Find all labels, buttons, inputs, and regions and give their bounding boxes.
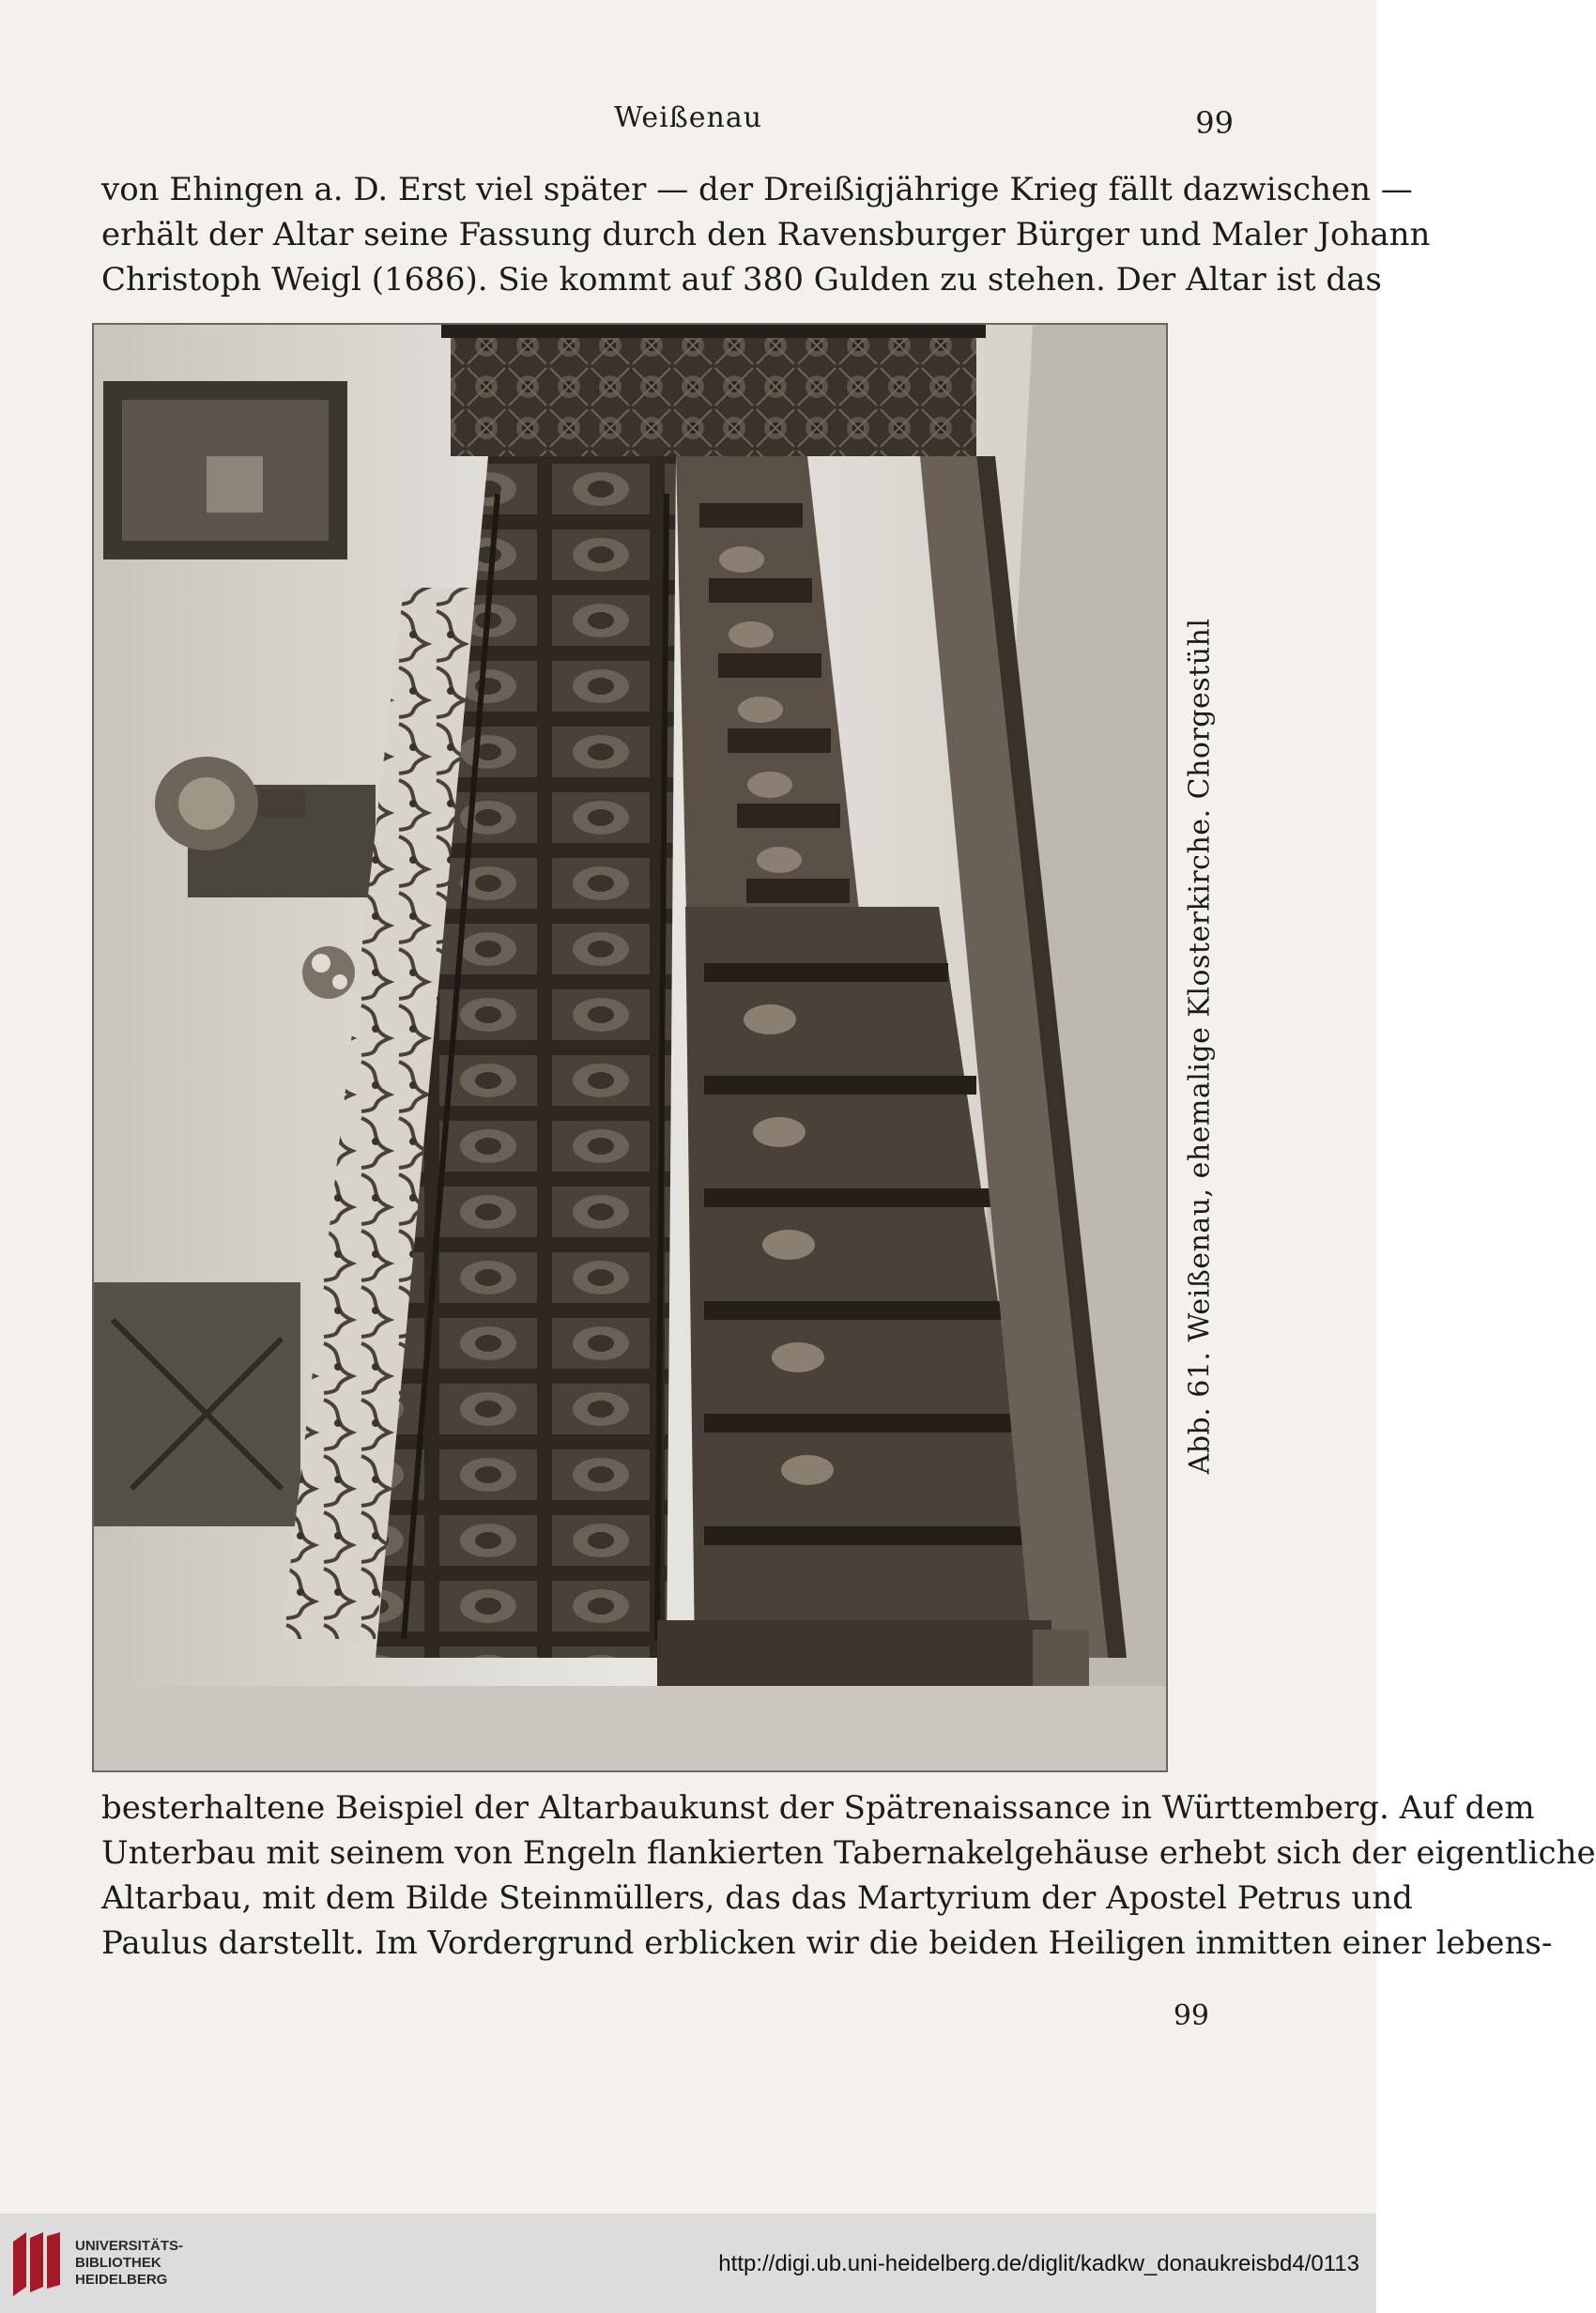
text-line: von Ehingen a. D. Erst viel später — der Dreißigjährige Krieg fällt dazwischen —: [101, 171, 1413, 208]
text-line: Unterbau mit seinem von Engeln flankierten Tabernakelgehäuse erhebt sich der eigentliche: [101, 1834, 1596, 1872]
digitization-footer: [0, 2213, 1376, 2313]
figure-photograph: [92, 323, 1168, 1772]
text-line: Paulus darstellt. Im Vordergrund erblicken wir die beiden Heiligen inmitten einer lebens-: [101, 1924, 1553, 1962]
text-line: Altarbau, mit dem Bilde Steinmüllers, das das Martyrium der Apostel Petrus und: [101, 1879, 1413, 1917]
page-number-top: 99: [1195, 105, 1234, 141]
running-head: Weißenau: [613, 101, 763, 134]
body-text-bottom: [101, 1785, 1596, 1966]
choir-stalls-photo: [94, 325, 1166, 1770]
page-number-bottom: 99: [1173, 1999, 1209, 2032]
source-url-link[interactable]: http://digi.ub.uni-heidelberg.de/diglit/kadkw_donaukreisbd4/0113: [718, 2251, 1359, 2276]
library-logo-icon: [13, 2232, 60, 2296]
library-name: UNIVERSITÄTS- BIBLIOTHEK HEIDELBERG: [75, 2238, 184, 2288]
body-text-top: [101, 167, 1431, 302]
figure-caption: Abb. 61. Weißenau, ehemalige Klosterkirche. Chorgestühl: [1183, 618, 1217, 1474]
text-line: erhält der Altar seine Fassung durch den Ravensburger Bürger und Maler Johann: [101, 216, 1431, 253]
text-line: besterhaltene Beispiel der Altarbaukunst der Spätrenaissance in Württemberg. Auf dem: [101, 1789, 1535, 1827]
text-line: Christoph Weigl (1686). Sie kommt auf 380 Gulden zu stehen. Der Altar ist das: [101, 261, 1382, 299]
